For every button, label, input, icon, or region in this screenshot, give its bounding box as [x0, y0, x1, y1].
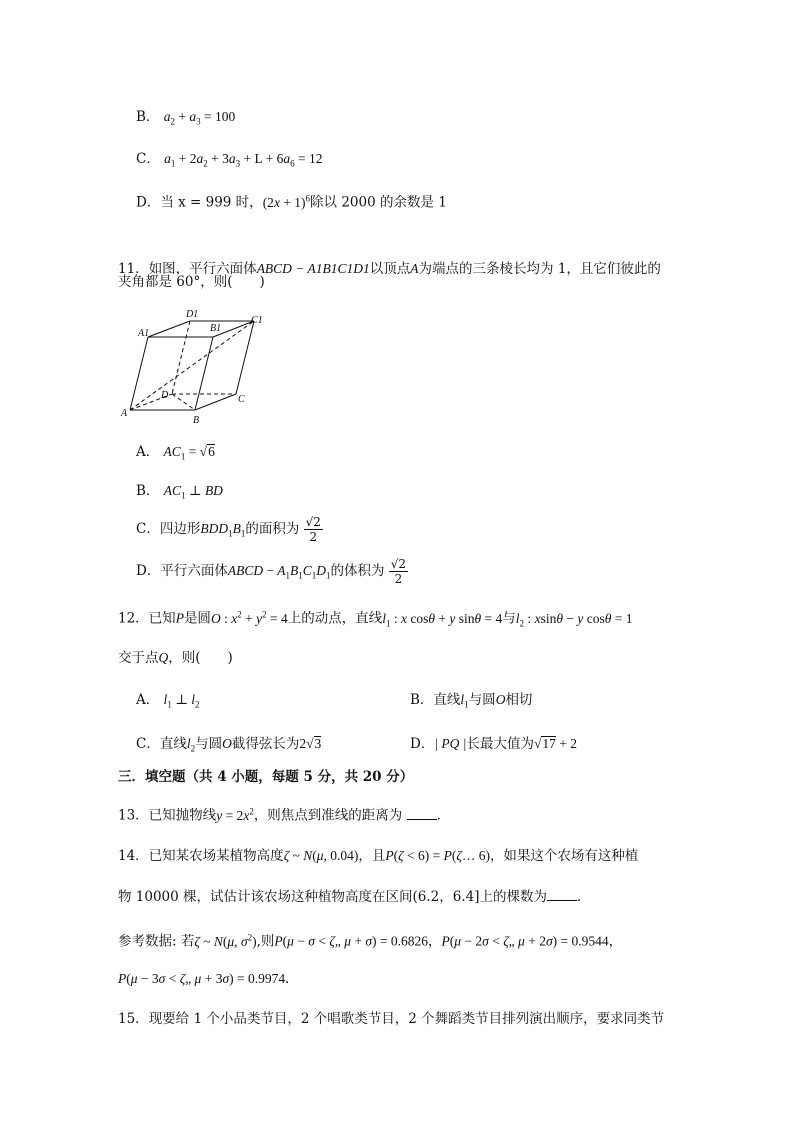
parallelepiped-figure — [118, 306, 278, 426]
q14-stem-line2: 物 10000 棵，试估计该农场这种植物高度在区间(6.2，6.4]上的棵数为 ． — [118, 889, 591, 905]
question-number: 13． — [118, 807, 149, 824]
option-text: 的面积为 — [245, 521, 300, 537]
q11-option-a: A． $AC_1 = √6$ — [136, 444, 215, 462]
q11-option-d: D．平行六面体ABCD − $A_1B_1C_1D_1$的体积为 $\frac{√2}{2}$ — [136, 557, 407, 586]
option-text: 的体积为 — [330, 563, 385, 579]
q10-option-b: B． $a_2 + a_3 = 100$ — [136, 109, 236, 127]
question-number: 14． — [118, 848, 149, 864]
label-a1: A1 — [138, 328, 150, 339]
answer-blank[interactable] — [407, 809, 437, 820]
label-d1: D1 — [186, 309, 199, 320]
edge-bc — [195, 394, 236, 410]
fraction: $\frac{√2}{2}$ — [305, 515, 321, 544]
q11-stem-line2 — [118, 276, 265, 290]
label-c: C — [238, 394, 245, 405]
option-text: 平行六面体 — [160, 563, 228, 579]
vertex-name: A — [410, 261, 419, 276]
option-label: B． — [136, 109, 160, 125]
q10-option-d: D．当 x = 999 时，$(2x + 1)^6$除以 2000 的余数是 1 — [136, 193, 447, 211]
question-number: 15． — [118, 1011, 149, 1027]
diagonal-bd — [172, 394, 195, 410]
q15-stem-line1: 15．现要给 1 个小品类节目，2 个唱歌类节目，2 个舞蹈类节目排列演出顺序，要求同类节 — [118, 1011, 665, 1027]
q12-option-b: B．直线$l_1$与圆O相切 — [410, 692, 533, 710]
q12-option-a: A． $l_1$ ⊥ $l_2$ — [136, 692, 200, 710]
option-label: D． — [410, 736, 435, 752]
label-a: A — [121, 408, 128, 419]
option-label: B． — [410, 692, 434, 708]
edge-dd1 — [172, 321, 190, 394]
option-label: A． — [136, 692, 160, 708]
label-c1: C1 — [251, 315, 263, 326]
label-b1: B1 — [210, 323, 222, 334]
option-text: 四边形 — [159, 521, 201, 537]
answer-blank[interactable] — [547, 890, 577, 901]
stem-text: 如图，平行六面体 — [148, 261, 257, 277]
option-label: D． — [136, 563, 161, 579]
q14-reference-line2: P(μ − 3σ < ζ„ μ + 3σ) = 0.9974． — [118, 971, 299, 987]
q14-stem-line1: 14．已知某农场某植物高度ζ ~ N(μ, 0.04)，且P(ζ < 6) = P(ζ… 6)，如果这个农场有这种植 — [118, 848, 639, 864]
question-number: 12． — [118, 610, 149, 627]
q12-option-d: D．| PQ |长最大值为√17 + 2 — [410, 736, 578, 752]
q12-option-c: C．直线$l_2$与圆O截得弦长为2√3 — [136, 736, 322, 754]
option-label: D． — [136, 194, 161, 211]
option-label: C． — [136, 736, 160, 752]
edge-aa1 — [130, 337, 148, 410]
q10-option-c: C． $a_1 + 2a_2 + 3a_3 + L + 6a_6 = 12$ — [136, 151, 323, 169]
question-number: 11． — [118, 261, 149, 277]
option-label: C． — [136, 151, 160, 167]
q13-stem: 13．已知抛物线$y = 2x^2$，则焦点到准线的距离为 ． — [118, 806, 451, 824]
solid-name: ABCD − A1B1C1D1 — [256, 261, 370, 276]
label-d: D — [161, 390, 169, 401]
q11-option-b: B． $AC_1$ ⊥ BD — [136, 483, 223, 501]
q12-stem-line1: 12．已知P是圆O : $x^2 + y^2 = 4$上的动点，直线$l_1$ : x cosθ + y sinθ = 4与$l_2$ : xsinθ − y cosθ = 1 — [118, 609, 633, 629]
fraction: $\frac{√2}{2}$ — [390, 557, 407, 586]
option-label: A． — [136, 444, 160, 460]
stem-text: 以顶点 — [369, 261, 411, 277]
section-title: 三．填空题（共 4 小题，每题 5 分，共 20 分） — [118, 769, 414, 785]
q14-reference-line1: 参考数据: 若ζ ~ N(μ, $\sigma^2$),则P(μ − σ < ζ„ μ + σ) = 0.6826，P(μ − 2σ < ζ„ μ + 2σ) = 0.9544， — [118, 932, 623, 950]
option-text: 除以 2000 的余数是 1 — [310, 194, 447, 211]
q12-stem-line2: 交于点Q，则( ) — [118, 650, 233, 666]
label-b: B — [193, 415, 200, 426]
option-text: 当 x = 999 时， — [160, 194, 263, 211]
option-label: C． — [136, 521, 160, 537]
q11-option-c: C．四边形$BDD_1B_1$的面积为 $\frac{√2}{2}$ — [136, 515, 321, 544]
stem-text: 为端点的三条棱长均为 1，且它们彼此的 — [418, 261, 661, 277]
option-label: B． — [136, 483, 160, 499]
edge-bb1 — [195, 337, 213, 410]
stem-text: 夹角都是 60°，则( ) — [118, 274, 265, 290]
edge-a1d1 — [148, 321, 190, 337]
